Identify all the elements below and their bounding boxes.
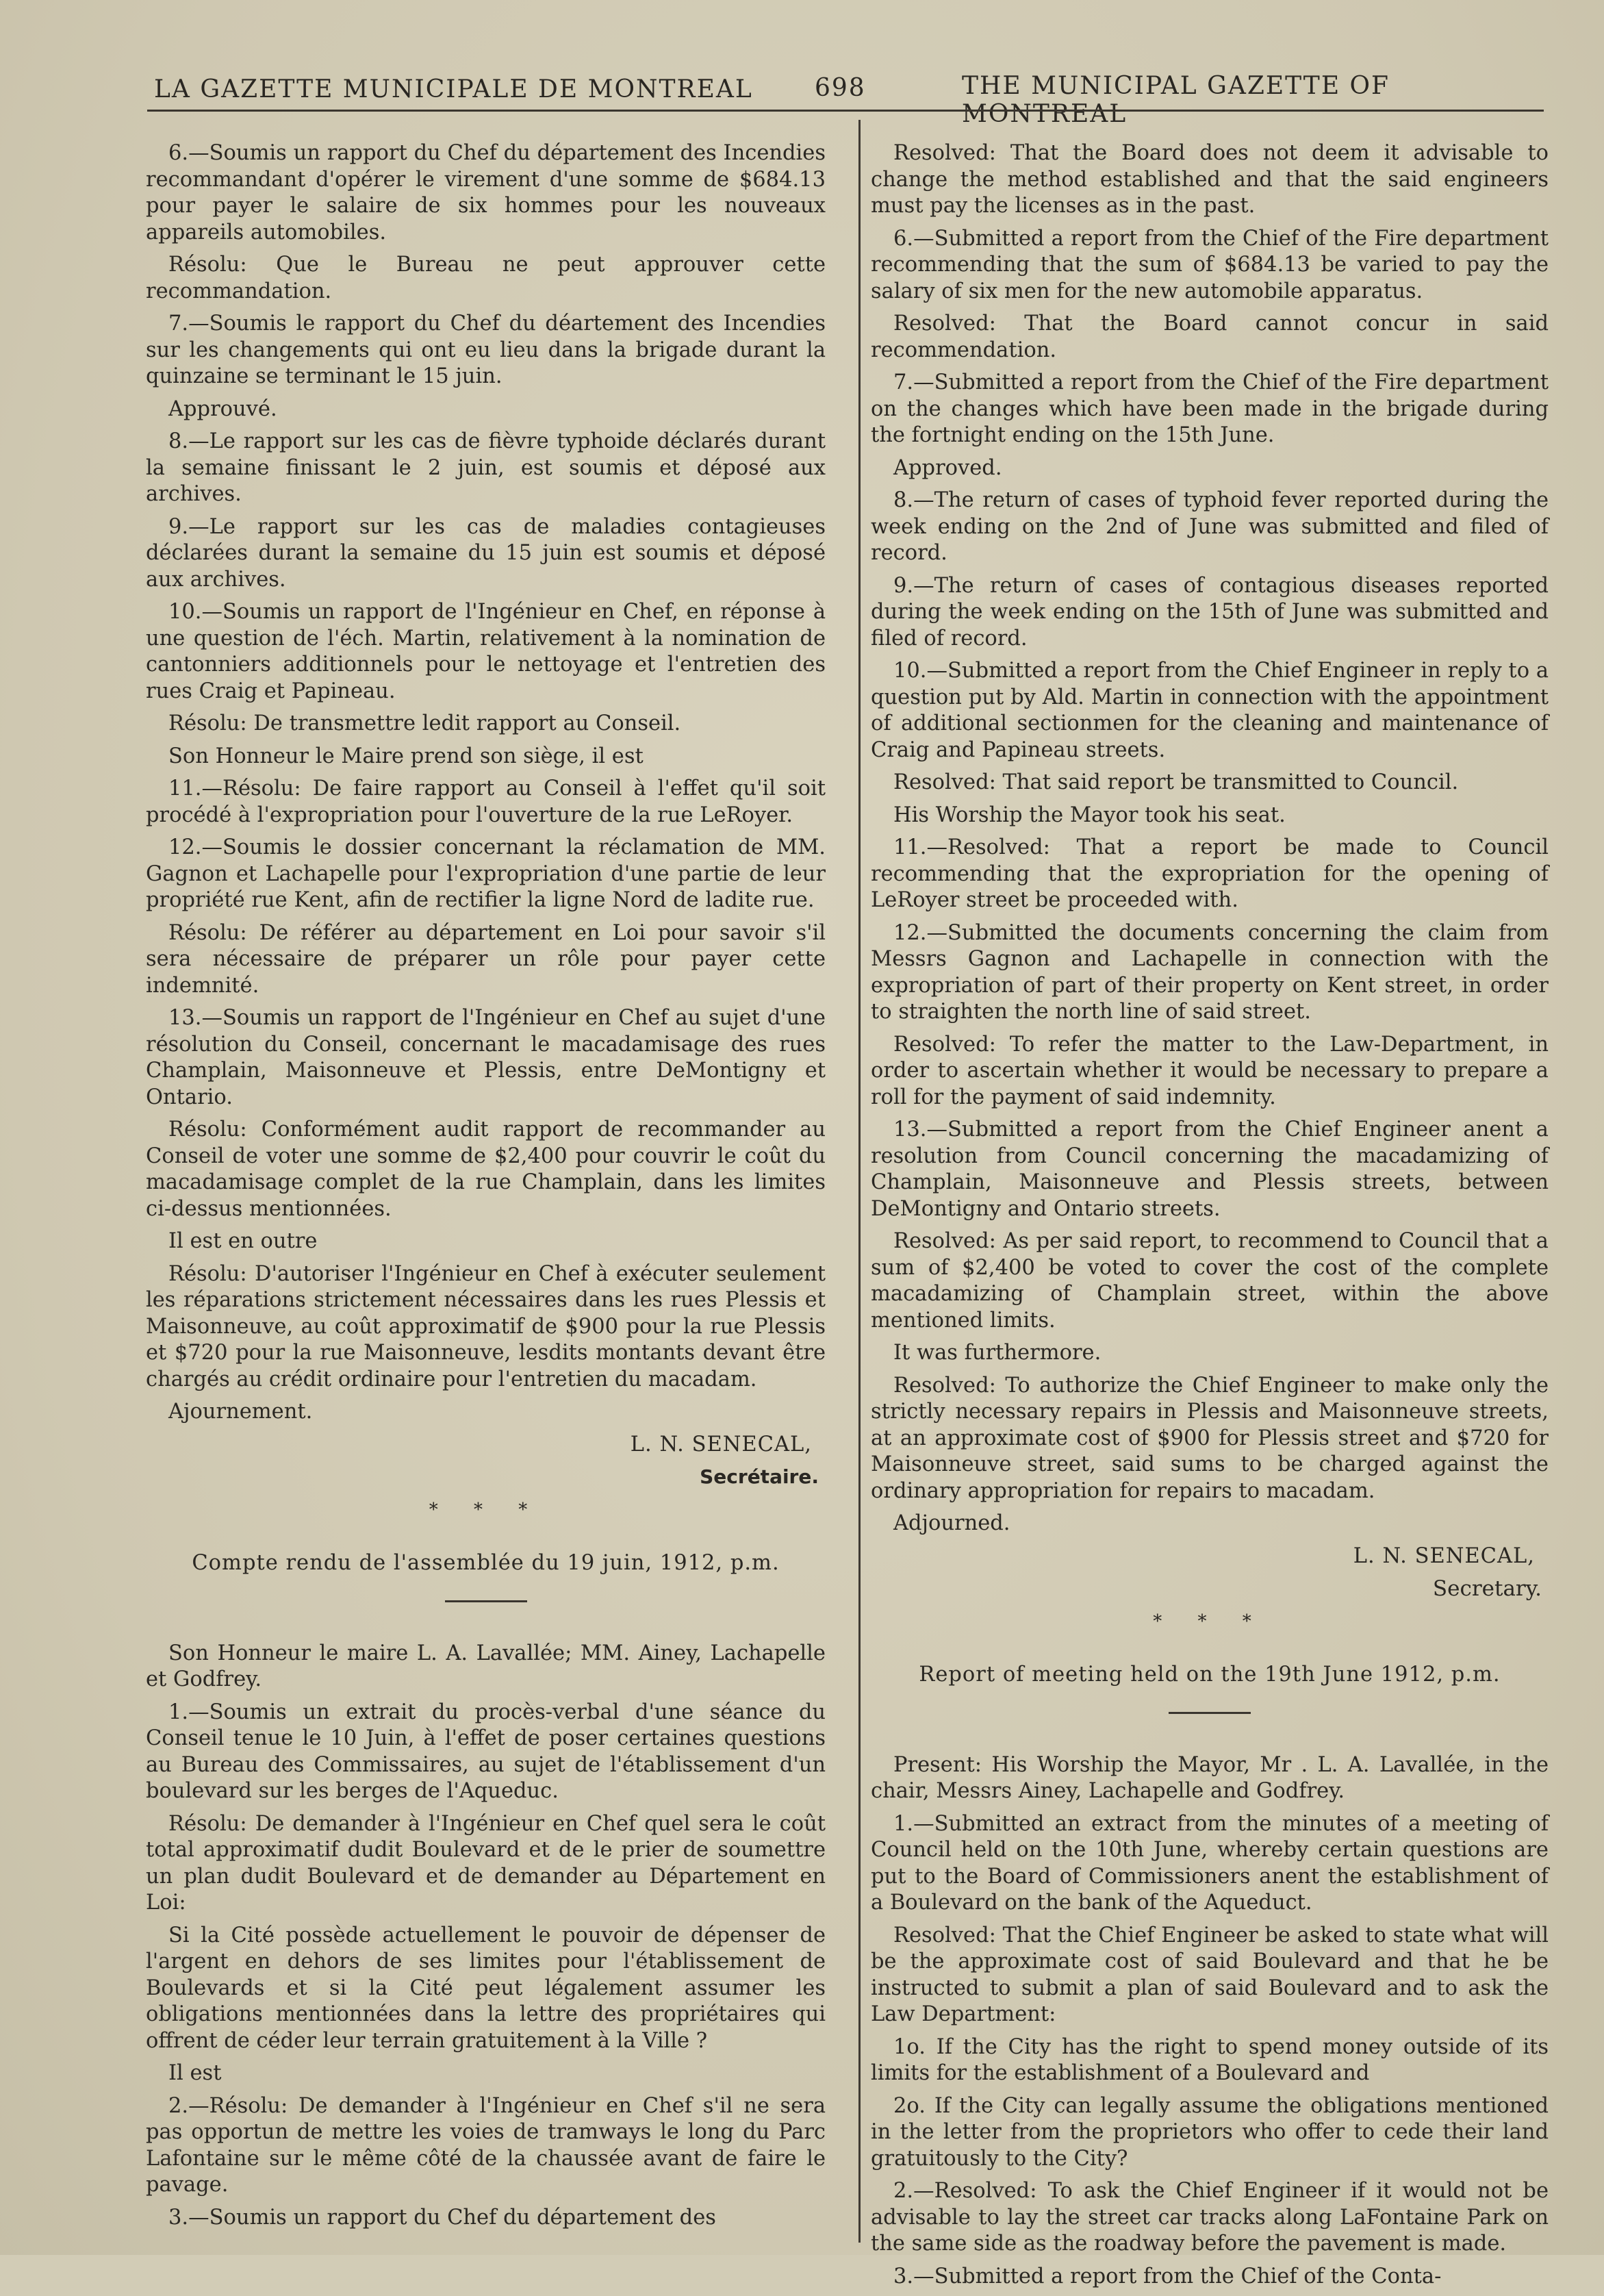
en-para: Resolved: As per said report, to recommend to Council that a sum of $2,400 be voted to cover the cost of the complete macadamizing of Champlain street, within the above mentioned limits. xyxy=(871,1229,1549,1333)
fr-para: 7.—Soumis le rapport du Chef du déartement des Incendies sur les changements qui ont eu lieu dans la brigade durant la quinzaine se terminant le 15 juin. xyxy=(146,312,826,388)
en-signature-title: Secretary. xyxy=(1432,1576,1542,1601)
en-para: 10.—Submitted a report from the Chief Engineer in reply to a question put by Ald. Martin in connection with the appointment of additional sectionmen for the cleaning and maintenance of Craig and Papineau streets. xyxy=(871,659,1549,762)
fr-para: 1.—Soumis un extrait du procès-verbal d'une séance du Conseil tenue le 10 Juin, à l'effet de poser certaines questions au Bureau des Commissaires, au sujet de l'établissement d'un boulevard sur les berges de l'Aqueduc. xyxy=(146,1700,826,1803)
page-number: 698 xyxy=(815,74,866,102)
en-para: Present: His Worship the Mayor, Mr . L. A. Lavallée, in the chair, Messrs Ainey, Lachapelle and Godfrey. xyxy=(871,1752,1549,1803)
fr-para: Résolu: De référer au département en Loi pour savoir s'il sera nécessaire de préparer un rôle pour payer cette indemnité. xyxy=(146,920,826,998)
en-short-rule xyxy=(1169,1712,1251,1714)
en-para: 13.—Submitted a report from the Chief Engineer anent a resolution from Council concerning the macadamizing of Champlain, Maisonneuve and Plessis streets, between DeMontigny and Ontario streets. xyxy=(871,1118,1549,1221)
en-para: 6.—Submitted a report from the Chief of the Fire department recommending that the sum of $684.13 be varied to pay the salary of six men for the new automobile apparatus. xyxy=(871,226,1549,303)
fr-signature-title: Secrétaire. xyxy=(700,1465,819,1488)
fr-para: 13.—Soumis un rapport de l'Ingénieur en Chef au sujet d'une résolution du Conseil, concernant le macadamisage des rues Champlain, Maisonneuve et Plessis, entre DeMontigny et Ontario. xyxy=(146,1006,826,1109)
fr-para: Ajournement. xyxy=(168,1400,313,1424)
fr-para: Résolu: Conformément audit rapport de recommander au Conseil de voter une somme de $2,400 pour couvrir le coût du macadamisage complet de la rue Champlain, dans les limites ci-dessus mentionnées. xyxy=(146,1118,826,1221)
fr-para: 11.—Résolu: De faire rapport au Conseil à l'effet qu'il soit procédé à l'expropriation pour l'ouverture de la rue LeRoyer. xyxy=(146,777,826,827)
en-para: Resolved: That said report be transmitted to Council. xyxy=(893,770,1459,794)
fr-para: 10.—Soumis un rapport de l'Ingénieur en Chef, en réponse à une question de l'éch. Martin, relativement à la nomination de cantonniers additionnels pour le nettoyage et l'entretien des rues Craig et Papineau. xyxy=(146,600,826,703)
en-para: Adjourned. xyxy=(893,1511,1010,1535)
en-para: Approved. xyxy=(893,455,1002,480)
en-separator-stars: * * * xyxy=(1153,1611,1266,1632)
english-column xyxy=(871,140,1549,2296)
en-para: Resolved: That the Board cannot concur in said recommendation. xyxy=(871,312,1549,362)
fr-short-rule xyxy=(445,1600,527,1602)
en-para: 11.—Resolved: That a report be made to Council recommending that the expropriation for the opening of LeRoyer street be proceeded with. xyxy=(871,835,1549,912)
fr-para: Résolu: De transmettre ledit rapport au Conseil. xyxy=(168,711,681,735)
en-para: 1o. If the City has the right to spend money outside of its limits for the establishment of a Boulevard and xyxy=(871,2034,1549,2085)
column-divider xyxy=(858,120,861,2243)
en-para: 3.—Submitted a report from the Chief of the Conta- xyxy=(893,2264,1442,2288)
en-para: 8.—The return of cases of typhoid fever reported during the week ending on the 2nd of June was submitted and filed of record. xyxy=(871,488,1549,565)
en-para: 2.—Resolved: To ask the Chief Engineer if it would not be advisable to lay the street car tracks along LaFontaine Park on the same side as the roadway before the pavement is made. xyxy=(871,2179,1549,2256)
header-french-title: LA GAZETTE MUNICIPALE DE MONTREAL xyxy=(154,75,753,103)
fr-para: Résolu: Que le Bureau ne peut approuver cette recommandation. xyxy=(146,253,826,303)
en-para: Resolved: To refer the matter to the Law-Department, in order to ascertain whether it would be necessary to prepare a roll for the payment of said indemnity. xyxy=(871,1032,1549,1109)
en-para: 1.—Submitted an extract from the minutes of a meeting of Council held on the 10th June, whereby certain questions are put to the Board of Commissioners anent the establishment of a Boulevard on the bank of the Aqueduct. xyxy=(871,1811,1549,1915)
fr-para: 6.—Soumis un rapport du Chef du département des Incendies recommandant d'opérer le virement d'une somme de $684.13 pour payer le salaire de six hommes pour les nouveaux appareils automobiles. xyxy=(146,141,826,244)
en-para: 9.—The return of cases of contagious diseases reported during the week ending on the 15th of June was submitted and filed of record. xyxy=(871,573,1549,651)
french-column xyxy=(146,140,826,2237)
en-para: 2o. If the City can legally assume the obligations mentioned in the letter from the proprietors who offer to cede their land gratuitously to the City? xyxy=(871,2093,1549,2171)
en-para: His Worship the Mayor took his seat. xyxy=(893,803,1286,827)
en-para: 12.—Submitted the documents concerning the claim from Messrs Gagnon and Lachapelle in connection with the expropriation of part of their property on Kent street, in order to straighten the north line of said street. xyxy=(871,920,1549,1024)
fr-signature: L. N. SENECAL, xyxy=(630,1432,812,1456)
en-meeting-title: Report of meeting held on the 19th June 1912, p.m. xyxy=(919,1663,1501,1687)
fr-para: Il est en outre xyxy=(168,1229,318,1253)
fr-para: Résolu: De demander à l'Ingénieur en Chef quel sera le coût total approximatif dudit Boulevard et de le prier de soumettre un plan dudit Boulevard et de demander au Département en Loi: xyxy=(146,1811,826,1915)
header-rule xyxy=(147,110,1544,112)
fr-para: Il est xyxy=(168,2061,222,2085)
header-english-title: THE MUNICIPAL GAZETTE OF MONTREAL xyxy=(962,72,1390,128)
fr-para: Son Honneur le maire L. A. Lavallée; MM. Ainey, Lachapelle et Godfrey. xyxy=(146,1641,826,1691)
fr-meeting-title: Compte rendu de l'assemblée du 19 juin, 1912, p.m. xyxy=(192,1551,780,1575)
fr-para: 8.—Le rapport sur les cas de fièvre typhoide déclarés durant la semaine finissant le 2 juin, est soumis et déposé aux archives. xyxy=(146,429,826,506)
en-signature: L. N. SENECAL, xyxy=(1353,1543,1535,1568)
fr-para: Si la Cité possède actuellement le pouvoir de dépenser de l'argent en dehors de ses limites pour l'établissement de Boulevards et si la Cité peut légalement assumer les obligations mentionnées dans la lettre des propriétaires qui offrent de céder leur terrain gratuitement à la Ville ? xyxy=(146,1923,826,2053)
fr-separator-stars: * * * xyxy=(429,1499,543,1520)
fr-para: 3.—Soumis un rapport du Chef du département des xyxy=(168,2205,716,2230)
en-para: Resolved: That the Board does not deem it advisable to change the method established and that the said engineers must pay the licenses as in the past. xyxy=(871,141,1549,218)
page-header xyxy=(154,68,1551,128)
fr-para: 2.—Résolu: De demander à l'Ingénieur en Chef s'il ne sera pas opportun de mettre les voies de tramways le long du Parc Lafontaine sur le même côté de la chaussée avant de faire le pavage. xyxy=(146,2093,826,2197)
en-para: Resolved: To authorize the Chief Engineer to make only the strictly necessary repairs in Plessis and Maisonneuve streets, at an approximate cost of $900 for Plessis street and $720 for Maisonneuve street, said sums to be charged against the ordinary appropriation for repairs to macadam. xyxy=(871,1373,1549,1503)
fr-para: Résolu: D'autoriser l'Ingénieur en Chef à exécuter seulement les réparations strictement nécessaires dans les rues Plessis et Maisonneuve, au coût approximatif de $900 pour la rue Plessis et $720 pour la rue Maisonneuve, lesdits montants devant être chargés au crédit ordinaire pour l'entretien du macadam. xyxy=(146,1261,826,1391)
fr-para: 9.—Le rapport sur les cas de maladies contagieuses déclarées durant la semaine du 15 juin est soumis et déposé aux archives. xyxy=(146,514,826,592)
fr-para: 12.—Soumis le dossier concernant la réclamation de MM. Gagnon et Lachapelle pour l'expropriation d'une partie de leur propriété rue Kent, afin de rectifier la ligne Nord de ladite rue. xyxy=(146,835,826,912)
en-para: 7.—Submitted a report from the Chief of the Fire department on the changes which have been made in the brigade during the fortnight ending on the 15th June. xyxy=(871,370,1549,447)
fr-para: Approuvé. xyxy=(168,396,277,421)
en-para: Resolved: That the Chief Engineer be asked to state what will be the approximate cost of said Boulevard and that he be instructed to submit a plan of said Boulevard and to ask the Law Department: xyxy=(871,1923,1549,2026)
en-para: It was furthermore. xyxy=(893,1341,1102,1365)
fr-para: Son Honneur le Maire prend son siège, il est xyxy=(168,744,644,768)
